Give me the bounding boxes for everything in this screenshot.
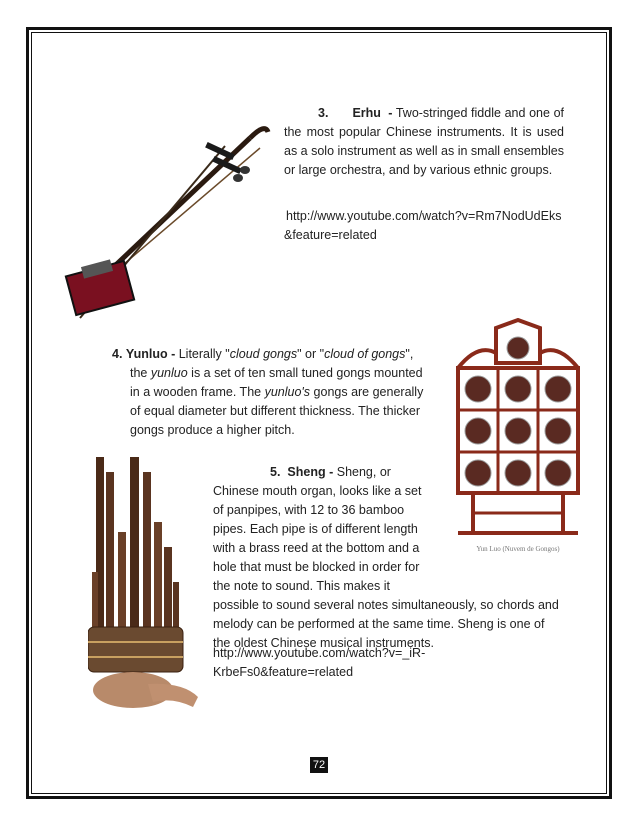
erhu-link-line1[interactable]: http://www.youtube.com/watch?v=Rm7NodUdEks: [286, 209, 562, 223]
sheng-link-line2[interactable]: KrbeFs0&feature=related: [213, 665, 354, 679]
yunluo-text-6: gongs are generally of equal diameter but different thickness. The thicker gongs produce a higher pitch.: [130, 385, 424, 437]
yunluo-text-4: the: [130, 366, 151, 380]
sheng-link[interactable]: [213, 644, 493, 682]
page-number: 72: [310, 757, 328, 773]
sheng-line-3: of panpipes, with 12 to 36 bamboo: [213, 503, 405, 517]
erhu-link-line2[interactable]: &feature=related: [284, 228, 377, 242]
sheng-paragraph: [213, 463, 573, 653]
yunluo-paragraph: [112, 345, 432, 440]
yunluo-text-1: Literally ": [178, 347, 230, 361]
sheng-number: 5.: [270, 465, 281, 479]
sheng-line-2: Chinese mouth organ, looks like a set: [213, 484, 422, 498]
sheng-link-line1[interactable]: http://www.youtube.com/watch?v=_iR-: [213, 646, 426, 660]
sheng-separator: -: [329, 465, 334, 479]
sheng-illustration: [88, 452, 213, 722]
yunluo-term-cloud-gongs: cloud gongs: [229, 347, 298, 361]
erhu-illustration: [60, 118, 275, 333]
sheng-line-4: pipes. Each pipe is of different length: [213, 522, 418, 536]
yunluo-term-possessive: yunluo's: [264, 385, 311, 399]
sheng-line-6: hole that must be blocked in order for: [213, 560, 420, 574]
erhu-number: 3.: [318, 106, 329, 120]
yunluo-number: 4.: [112, 347, 123, 361]
yunluo-title: Yunluo: [125, 347, 168, 361]
sheng-line-1: Sheng, or: [336, 465, 391, 479]
erhu-link[interactable]: [284, 207, 569, 245]
yunluo-caption: Yun Luo (Nuvem de Gongos): [476, 545, 560, 553]
yunluo-text-3: ",: [405, 347, 414, 361]
sheng-line-9: melody can be performed at the same time. Sheng is one of: [213, 617, 545, 631]
erhu-title: Erhu: [352, 106, 381, 120]
erhu-paragraph: [284, 104, 564, 180]
yunluo-text-5: is a set of ten small tuned gongs mounted in a wooden frame. The: [130, 366, 423, 399]
sheng-line-8: possible to sound several notes simultaneously, so chords and: [213, 598, 559, 612]
yunluo-term-cloud-of-gongs: cloud of gongs: [324, 347, 406, 361]
erhu-description: Two-stringed fiddle and one of the most popular Chinese instruments. It is used as a solo instrument as well as in small ensembles or large orchestra, and by various ethnic groups.: [284, 106, 565, 177]
yunluo-term: yunluo: [150, 366, 188, 380]
erhu-separator: -: [388, 106, 393, 120]
sheng-line-7: the note to sound. This makes it: [213, 579, 390, 593]
yunluo-separator: -: [171, 347, 176, 361]
sheng-title: Sheng: [287, 465, 326, 479]
sheng-line-10: the oldest Chinese musical instruments.: [213, 636, 434, 650]
yunluo-text-2: " or ": [297, 347, 325, 361]
sheng-line-5: with a brass reed at the bottom and a: [213, 541, 420, 555]
